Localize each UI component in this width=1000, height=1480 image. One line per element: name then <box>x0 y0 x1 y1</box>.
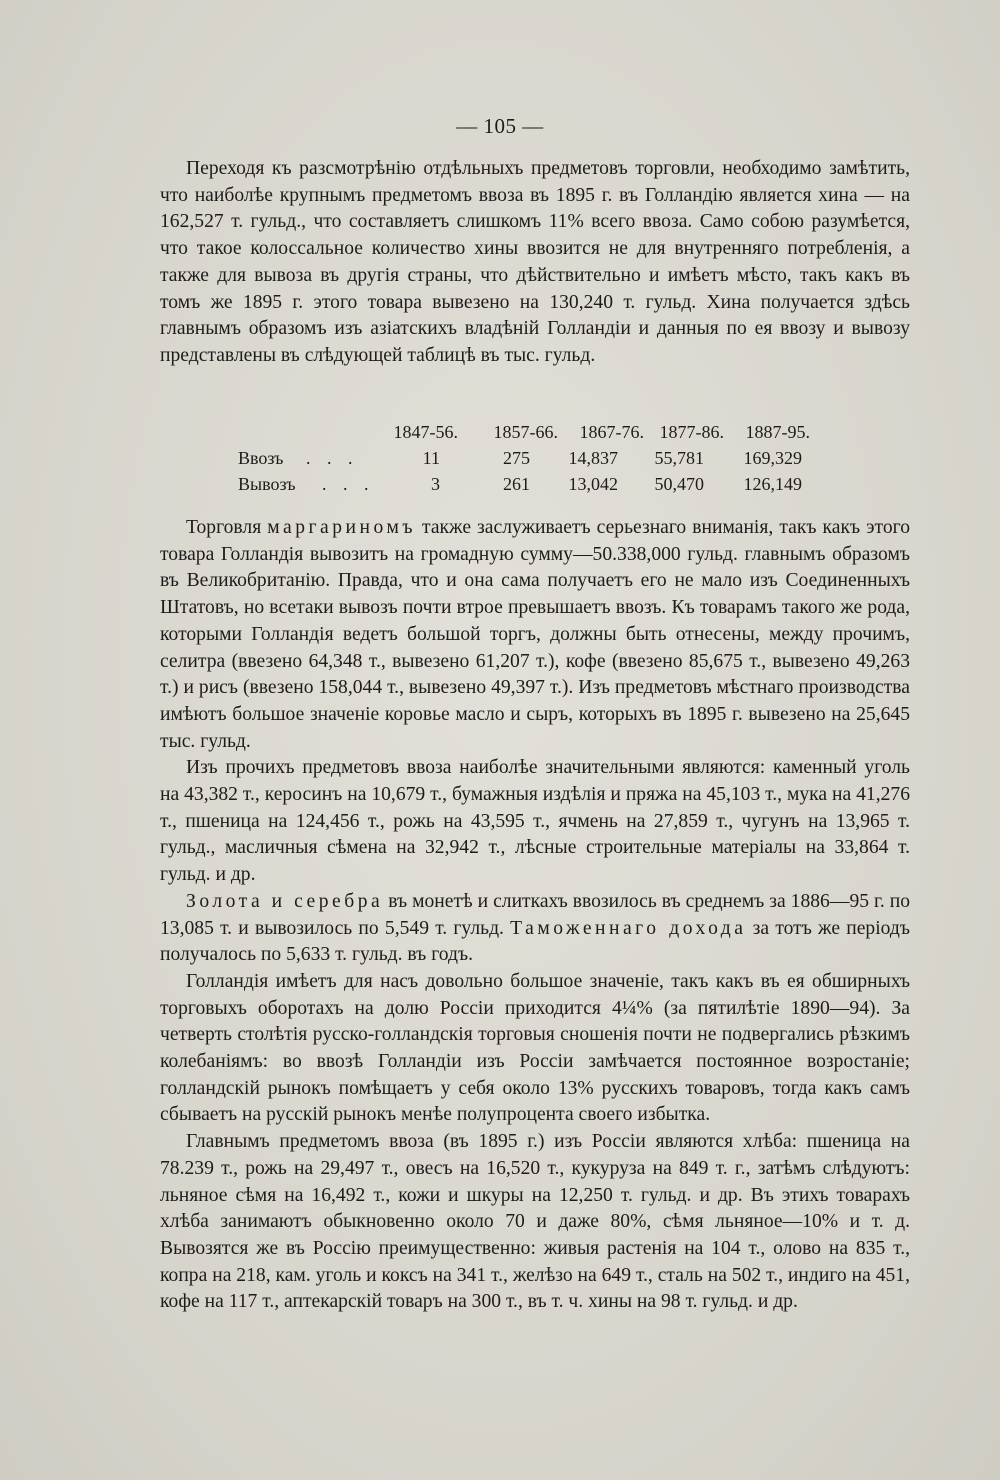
table-header-period: 1847-56. <box>393 422 458 442</box>
table-header-period: 1887-95. <box>745 422 810 442</box>
table-cell: 261 <box>503 474 530 494</box>
leader-dots: . . . <box>322 474 375 494</box>
text-run: за тотъ же періодъ получалось по 5,633 т. гульд. въ годъ. <box>160 917 910 966</box>
spaced-term: маргариномъ <box>267 517 416 538</box>
table-cell: 11 <box>422 448 440 468</box>
table-cell: 169,329 <box>743 448 802 468</box>
paragraph-margarine <box>160 515 910 755</box>
table-cell: 13,042 <box>568 474 618 494</box>
table-cell: 3 <box>431 474 440 494</box>
table-cell: 14,837 <box>568 448 618 468</box>
text-block-main <box>160 515 910 1316</box>
table-row-import <box>238 445 818 471</box>
text-run: Торговля <box>186 517 268 538</box>
text-block-top <box>160 156 910 370</box>
paragraph-quinine: Переходя къ разсмотрѣнію отдѣльныхъ предметовъ торговли, необходимо замѣтить, что наиболѣе крупнымъ предметомъ ввоза въ 1895 г. въ Голландію является хина — на 162,527 т. гульд., что составляетъ слишкомъ 11% всего ввоза. Само собою разумѣется, что такое колоссальное количество хины ввозится не для внутренняго потребленія, а также для вывоза въ другія страны, что дѣйствительно и имѣетъ мѣсто, такъ какъ въ томъ же 1895 г. этого товара вывезено на 130,240 т. гульд. Хина получается здѣсь главнымъ образомъ изъ азіатскихъ владѣній Голландіи и данныя по ея ввозу и вывозу представлены въ слѣдующей таблицѣ въ тыс. гульд. <box>160 158 910 366</box>
spaced-term: Таможеннаго дохода <box>510 917 747 939</box>
table-header-period: 1867-76. <box>579 422 644 442</box>
table-cell: 126,149 <box>743 474 802 494</box>
table-row-export <box>238 471 818 497</box>
table-cell: 50,470 <box>654 474 704 494</box>
table-cell: 275 <box>503 448 530 468</box>
leader-dots: . . . <box>306 448 359 468</box>
table-header-period: 1877-86. <box>659 422 724 442</box>
table-cell: 55,781 <box>654 448 704 468</box>
text-run: также заслуживаетъ серьезнаго вниманія, такъ какъ этого товара Голландія вывозитъ на громадную сумму—50.338,000 гульд. главнымъ образомъ въ Великобританію. Правда, что и она сама получаетъ его не мало изъ Соединенныхъ Штатовъ, но всетаки вывозъ почти втрое превышаетъ ввозъ. Къ товарамъ такого же рода, которыми Голландія ведетъ большой торгъ, должны быть отнесены, между прочимъ, селитра (ввезено 64,348 т., вывезено 61,207 т.), кофе (ввезено 85,675 т., вывезено 49,263 т.) и рисъ (ввезено 158,044 т., вывезено 49,397 т.). Изъ предметовъ мѣстнаго производства имѣютъ большое значеніе коровье масло и сыръ, которыхъ въ 1895 г. вывезено на 25,645 тыс. гульд. <box>160 517 910 752</box>
paragraph-russia-share: Голландія имѣетъ для насъ довольно большое значеніе, такъ какъ въ ея обширныхъ торговыхъ оборотахъ на долю Россіи приходится 4¼% (за пятилѣтіе 1890—94). За четверть столѣтія русско-голландскія торговыя сношенія почти не подвергались рѣзкимъ колебаніямъ: во ввозѣ Голландіи изъ Россіи замѣчается постоянное возростаніе; голландскій рынокъ помѣщаетъ у себя около 13% русскихъ товаровъ, тогда какъ самъ сбываетъ на русскій рынокъ менѣе полупроцента своего избытка. <box>160 970 910 1126</box>
page-number: — 105 — <box>456 114 544 138</box>
table-header-row <box>238 419 818 445</box>
paragraph-russia-goods: Главнымъ предметомъ ввоза (въ 1895 г.) изъ Россіи являются хлѣба: пшеница на 78.239 т., рожь на 29,497 т., овесъ на 16,520 т., кукуруза на 849 т. г., затѣмъ слѣдуютъ: льняное сѣмя на 16,492 т., кожи и шкуры на 12,250 т. гульд. и др. Въ этихъ товарахъ хлѣба занимаютъ обыкновенно около 70 и даже 80%, сѣмя льняное—10% и т. д. Вывозятся же въ Россію преимущественно: живыя растенія на 104 т., олово на 835 т., копра на 218, кам. уголь и коксъ на 341 т., желѣзо на 649 т., сталь на 502 т., индиго на 451, кофе на 117 т., аптекарскій товаръ на 300 т., въ т. ч. хины на 98 т. гульд. и др. <box>160 1131 910 1313</box>
quinine-trade-table <box>238 419 818 497</box>
text-run: въ монетѣ и слиткахъ ввозилось въ среднемъ за 1886—95 г. по 13,085 т. и вывозилось по 5,549 т. гульд. <box>160 890 911 939</box>
spaced-term: Золота и серебра <box>186 890 384 912</box>
row-label: Ввозъ <box>238 448 284 468</box>
paragraph-gold-silver <box>160 889 910 969</box>
row-label: Вывозъ <box>238 474 296 494</box>
paragraph-other-imports: Изъ прочихъ предметовъ ввоза наиболѣе значительными являются: каменный уголь на 43,382 т., керосинъ на 10,679 т., бумажныя издѣлія и пряжа на 45,103 т., мука на 41,276 т., пшеница на 124,456 т., рожь на 43,595 т., ячмень на 27,859 т., чугунъ на 13,965 т. гульд., масличныя сѣмена на 32,942 т., лѣсные строительные матеріалы на 33,864 т. гульд. и др. <box>160 757 910 886</box>
table-header-period: 1857-66. <box>493 422 558 442</box>
